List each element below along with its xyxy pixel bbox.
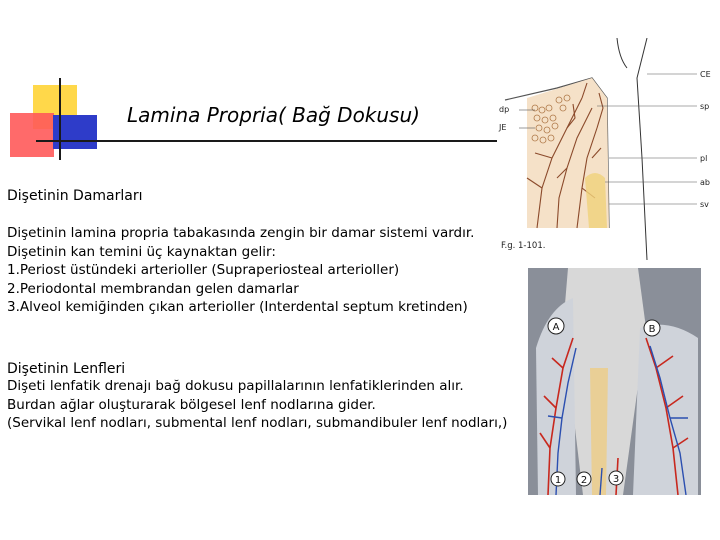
fig1-label: sp [700, 102, 710, 111]
decor-vertical-line [59, 78, 61, 160]
fig2-marker-a: A [552, 322, 560, 333]
section-heading-vessels: Dişetinin Damarları [7, 188, 143, 204]
fig2-marker-b: B [648, 324, 656, 335]
fig1-caption: F.g. 1-101. [501, 241, 546, 251]
gingiva-blood-supply-illustration [528, 268, 701, 495]
fig2-marker-3: 3 [612, 474, 620, 485]
fig1-label: sv [700, 200, 709, 209]
fig1-label: CE [700, 70, 711, 79]
body-line: 3.Alveol kemiğinden çıkan arterioller (Interdental septum kretinden) [7, 299, 468, 315]
section-body-vessels [7, 224, 474, 317]
slide-title: Lamina Propria( Bağ Dokusu) [127, 103, 420, 127]
gingiva-vessel-illustration [497, 38, 720, 260]
fig2-marker-1: 1 [554, 475, 562, 486]
fig1-label: dp [499, 105, 510, 114]
body-line: 2.Periodontal membrandan gelen damarlar [7, 280, 299, 297]
fig1-label: ab [700, 178, 710, 187]
decor-horizontal-line [36, 140, 506, 142]
body-line: (Servikal lenf nodları, submental lenf nodları, submandibuler lenf nodları,) [7, 415, 508, 431]
section-body-lymph [7, 377, 507, 433]
fig2-marker-2: 2 [580, 475, 588, 486]
body-line: Dişeti lenfatik drenajı bağ dokusu papillalarının lenfatiklerinden alır. [7, 378, 464, 394]
fig1-label: JE [499, 123, 507, 132]
body-line: Dişetinin lamina propria tabakasında zengin bir damar sistemi vardır. [7, 225, 475, 241]
body-line: Dişetinin kan temini üç kaynaktan gelir: [7, 243, 276, 260]
decor-square-red [10, 113, 54, 157]
body-line: Burdan ağlar oluşturarak bölgesel lenf nodlarına gider. [7, 396, 376, 413]
fig1-label: pl [700, 154, 708, 163]
body-line: 1.Periost üstündeki arterioller (Supraperiosteal arterioller) [7, 262, 400, 278]
section-heading-lymph: Dişetinin Lenfleri [7, 361, 126, 377]
